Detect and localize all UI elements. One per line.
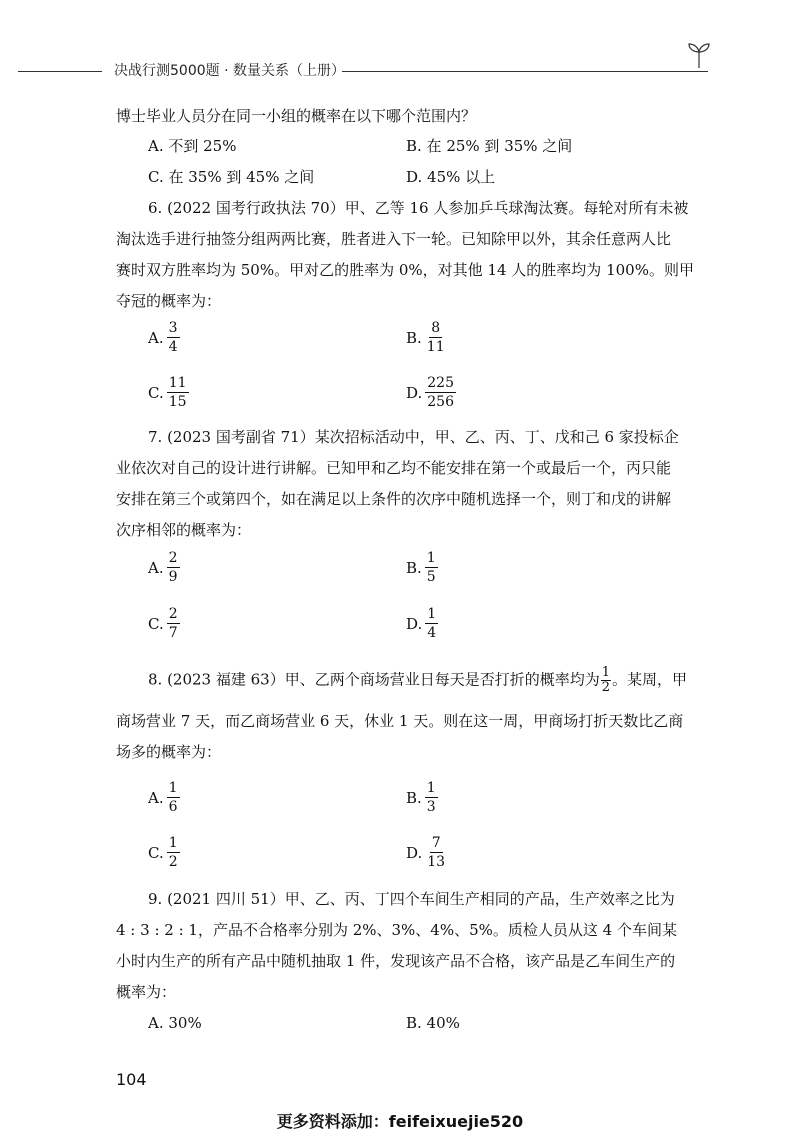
q6-stem-line-4: 夺冠的概率为： bbox=[116, 292, 222, 310]
q9-option-b: B. 40% bbox=[406, 1014, 460, 1032]
q6-option-a bbox=[148, 320, 180, 355]
q8-option-d bbox=[406, 835, 447, 870]
q7-stem-line-2: 业依次对自己的设计进行讲解。已知甲和乙均不能安排在第一个或最后一个，丙只能 bbox=[116, 459, 672, 477]
sprout-icon bbox=[686, 40, 712, 70]
q5-tail: 博士毕业人员分在同一小组的概率在以下哪个范围内？ bbox=[116, 107, 477, 125]
numerator: 8 bbox=[431, 320, 441, 336]
q8-stem-text: 8. (2023 福建 63）甲、乙两个商场营业日每天是否打折的概率均为 bbox=[148, 670, 600, 689]
header-rule-right bbox=[342, 71, 708, 72]
option-letter: B. bbox=[406, 328, 422, 347]
q6-stem-line-1: 6. (2022 国考行政执法 70）甲、乙等 16 人参加乒乓球淘汰赛。每轮对所有未被 bbox=[148, 199, 689, 217]
denominator: 2 bbox=[601, 680, 611, 695]
book-title: 决战行测5000题 · 数量关系（上册） bbox=[114, 63, 345, 79]
option-letter: C. bbox=[148, 614, 164, 633]
q8-option-c bbox=[148, 835, 180, 870]
option-letter: A. bbox=[148, 788, 164, 807]
q9-stem-line-3: 小时内生产的所有产品中随机抽取 1 件，发现该产品不合格，该产品是乙车间生产的 bbox=[116, 952, 676, 970]
q6-option-b bbox=[406, 320, 447, 355]
running-header bbox=[18, 52, 718, 82]
denominator: 13 bbox=[427, 854, 446, 870]
numerator: 1 bbox=[601, 665, 611, 680]
denominator: 6 bbox=[168, 799, 178, 815]
inline-fraction bbox=[601, 666, 611, 695]
denominator: 15 bbox=[168, 394, 187, 410]
denominator: 9 bbox=[168, 569, 178, 585]
numerator: 1 bbox=[426, 780, 436, 796]
denominator: 3 bbox=[426, 799, 436, 815]
q9-stem-line-2: 4 : 3 : 2 : 1，产品不合格率分别为 2%、3%、4%、5%。质检人员从这 4 个车间某 bbox=[116, 921, 677, 939]
option-letter: C. bbox=[148, 383, 164, 402]
q7-option-a bbox=[148, 550, 180, 585]
q6-stem-line-3: 赛时双方胜率均为 50%。甲对乙的胜率为 0%，对其他 14 人的胜率均为 100%。则甲 bbox=[116, 261, 694, 279]
numerator: 1 bbox=[427, 606, 437, 622]
numerator: 1 bbox=[168, 780, 178, 796]
option-letter: B. bbox=[406, 788, 422, 807]
numerator: 11 bbox=[168, 375, 187, 391]
q6-option-d bbox=[406, 375, 456, 410]
option-letter: D. bbox=[406, 614, 423, 633]
numerator: 1 bbox=[168, 835, 178, 851]
q7-option-d bbox=[406, 606, 438, 641]
q8-stem-line-2: 商场营业 7 天，而乙商场营业 6 天，休业 1 天。则在这一周，甲商场打折天数比乙商 bbox=[116, 712, 684, 730]
option-letter: C. bbox=[148, 843, 164, 862]
denominator: 7 bbox=[168, 625, 178, 641]
option-letter: D. bbox=[406, 383, 423, 402]
denominator: 11 bbox=[426, 339, 445, 355]
denominator: 4 bbox=[168, 339, 178, 355]
page-number: 104 bbox=[116, 1070, 147, 1089]
denominator: 2 bbox=[168, 854, 178, 870]
q9-option-a: A. 30% bbox=[148, 1014, 202, 1032]
q6-stem-line-2: 淘汰选手进行抽签分组两两比赛，胜者进入下一轮。已知除甲以外，其余任意两人比 bbox=[116, 230, 672, 248]
option-letter: B. bbox=[406, 558, 422, 577]
q7-stem-line-1: 7. (2023 国考副省 71）某次招标活动中，甲、乙、丙、丁、戊和己 6 家投标企 bbox=[148, 428, 679, 446]
footer-note: 更多资料添加：feifeixuejie520 bbox=[276, 1112, 524, 1131]
header-rule-left bbox=[18, 71, 102, 72]
q8-stem-line-3: 场多的概率为： bbox=[116, 743, 222, 761]
q7-stem-line-4: 次序相邻的概率为： bbox=[116, 521, 252, 539]
option-letter: A. bbox=[148, 558, 164, 577]
q5-option-c: C. 在 35% 到 45% 之间 bbox=[148, 168, 315, 186]
numerator: 7 bbox=[431, 835, 441, 851]
q8-option-a bbox=[148, 780, 180, 815]
q9-stem-line-4: 概率为： bbox=[116, 983, 177, 1001]
q8-option-b bbox=[406, 780, 438, 815]
denominator: 5 bbox=[426, 569, 436, 585]
numerator: 3 bbox=[168, 320, 178, 336]
numerator: 2 bbox=[168, 606, 178, 622]
option-letter: D. bbox=[406, 843, 423, 862]
q9-stem-line-1: 9. (2021 四川 51）甲、乙、丙、丁四个车间生产相同的产品，生产效率之比为 bbox=[148, 890, 675, 908]
q5-option-b: B. 在 25% 到 35% 之间 bbox=[406, 137, 573, 155]
denominator: 256 bbox=[427, 394, 454, 410]
q5-option-d: D. 45% 以上 bbox=[406, 168, 496, 186]
q7-option-c bbox=[148, 606, 180, 641]
q7-stem-line-3: 安排在第三个或第四个，如在满足以上条件的次序中随机选择一个，则丁和戊的讲解 bbox=[116, 490, 672, 508]
denominator: 4 bbox=[427, 625, 437, 641]
q5-option-a: A. 不到 25% bbox=[148, 137, 237, 155]
option-letter: A. bbox=[148, 328, 164, 347]
q7-option-b bbox=[406, 550, 438, 585]
q8-stem-text-end: 。某周，甲 bbox=[612, 670, 688, 689]
numerator: 2 bbox=[168, 550, 178, 566]
q6-option-c bbox=[148, 375, 189, 410]
numerator: 225 bbox=[427, 375, 454, 391]
numerator: 1 bbox=[426, 550, 436, 566]
q8-stem-line-1 bbox=[148, 666, 687, 695]
